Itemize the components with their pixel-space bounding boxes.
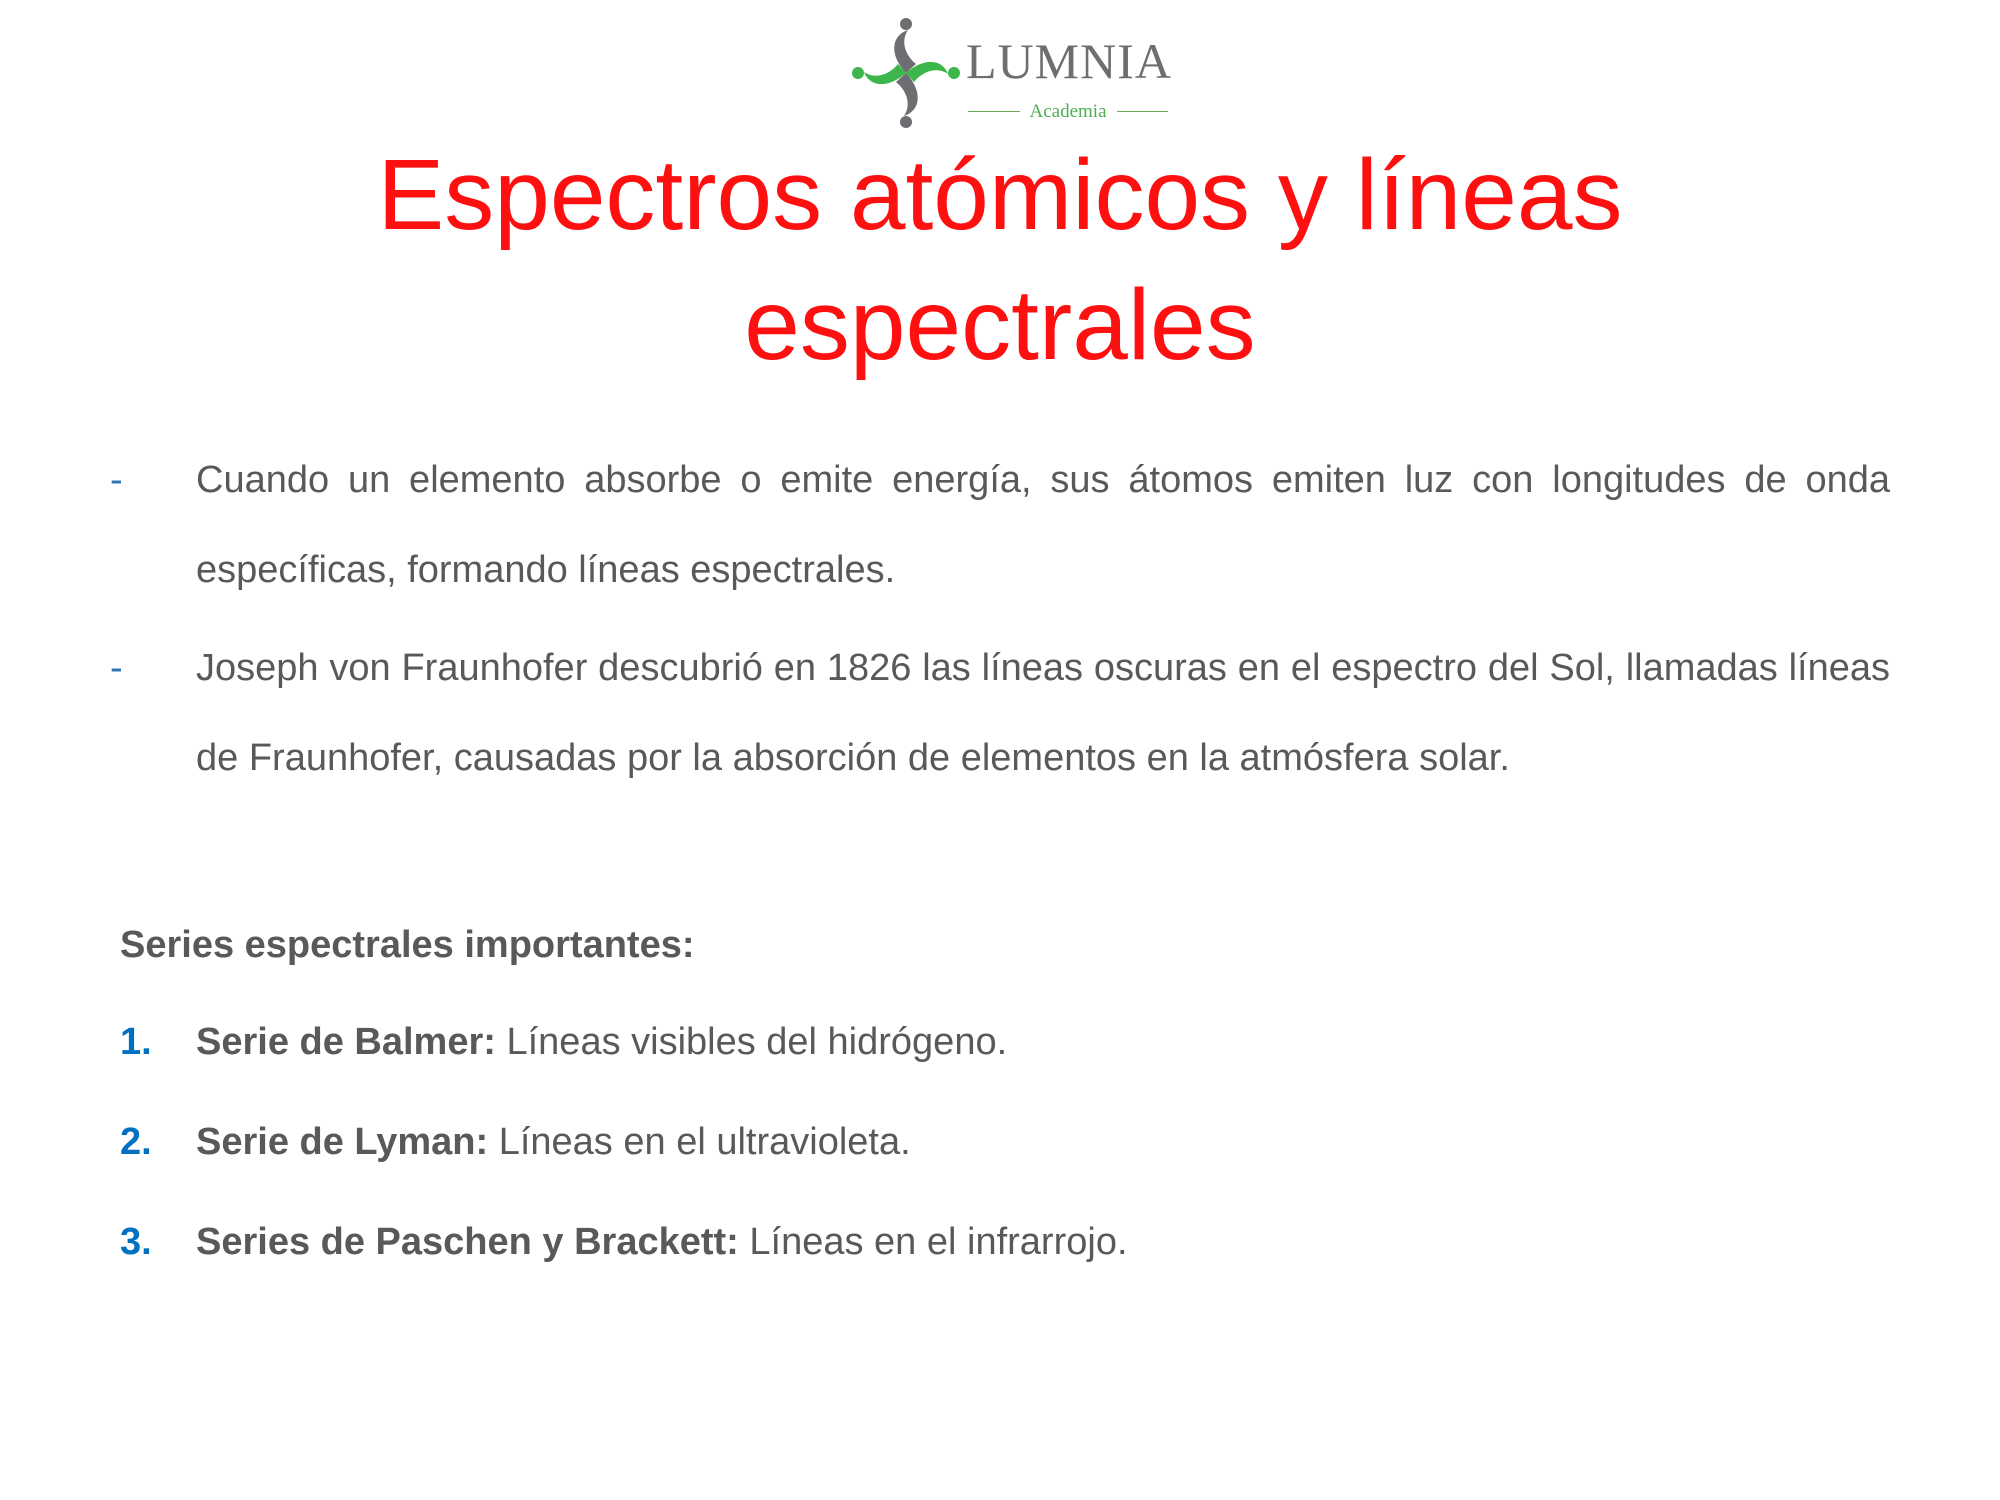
series-name: Series de Paschen y Brackett: bbox=[196, 1221, 739, 1263]
slide-title: Espectros atómicos y líneas espectrales bbox=[377, 139, 1623, 381]
logo-subtitle bbox=[968, 102, 1168, 121]
series-list bbox=[120, 1012, 1820, 1312]
bullet-item bbox=[110, 623, 1890, 803]
series-entry bbox=[196, 1121, 911, 1163]
logo-name: LUMNIA bbox=[966, 33, 1172, 89]
logo-rule-left bbox=[968, 111, 1020, 112]
series-item bbox=[120, 1012, 1820, 1112]
series-item bbox=[120, 1112, 1820, 1212]
series-description: Líneas en el ultravioleta. bbox=[488, 1121, 911, 1163]
logo-rule-right bbox=[1117, 111, 1169, 112]
bullet-marker: - bbox=[110, 459, 123, 501]
series-number: 3. bbox=[120, 1221, 152, 1263]
series-name: Serie de Lyman: bbox=[196, 1121, 489, 1163]
bullet-text: Joseph von Fraunhofer descubrió en 1826 las líneas oscuras en el espectro del Sol, llamadas líneas de Fraunhofer, causadas por la absorción de elementos en la atmósfera solar. bbox=[196, 647, 1890, 779]
series-item bbox=[120, 1212, 1820, 1312]
bullet-item bbox=[110, 435, 1890, 615]
series-heading: Series espectrales importantes: bbox=[120, 924, 695, 966]
lumnia-emblem-icon bbox=[850, 16, 962, 131]
series-number: 1. bbox=[120, 1021, 152, 1063]
series-number: 2. bbox=[120, 1121, 152, 1163]
series-description: Líneas en el infrarrojo. bbox=[738, 1221, 1128, 1263]
bullet-list bbox=[110, 435, 1890, 811]
bullet-text: Cuando un elemento absorbe o emite energía, sus átomos emiten luz con longitudes de onda específicas, formando líneas espectrales. bbox=[196, 459, 1890, 591]
series-entry bbox=[196, 1221, 1128, 1263]
logo-subtitle-text: Academia bbox=[1029, 101, 1107, 122]
series-entry bbox=[196, 1021, 1007, 1063]
bullet-marker: - bbox=[110, 647, 123, 689]
series-description: Líneas visibles del hidrógeno. bbox=[495, 1021, 1008, 1063]
series-name: Serie de Balmer: bbox=[196, 1021, 496, 1063]
lumnia-logo bbox=[850, 16, 1170, 131]
